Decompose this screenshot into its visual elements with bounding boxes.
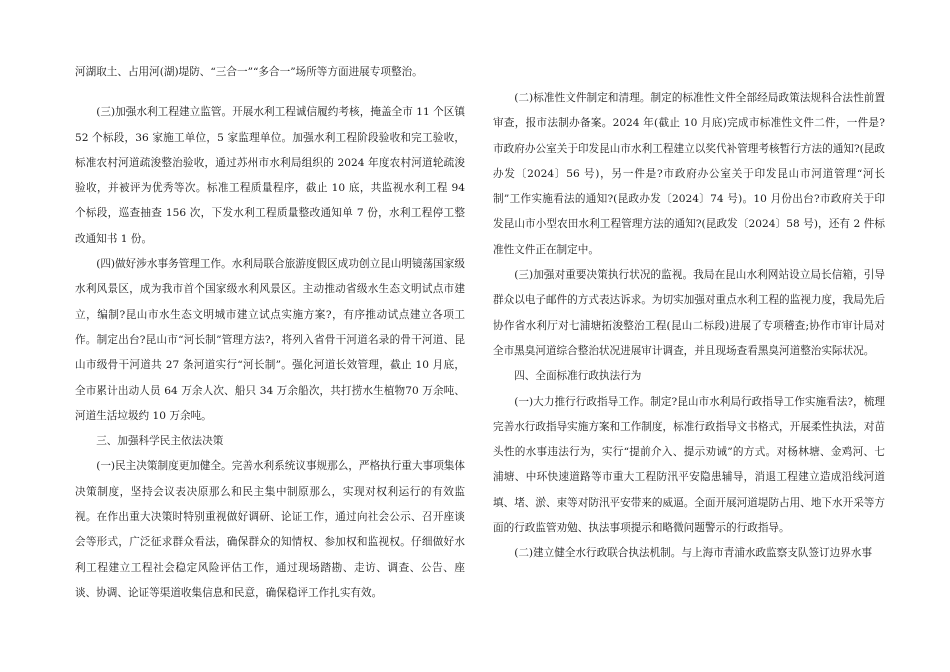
paragraph-joint-enforcement: (二)建立健全水行政联合执法机制。与上海市青浦水政监察支队签订边界水事 [514,547,873,560]
paragraph-river-rectification: 河湖取土、占用河(湖)堤防、“三合一”“多合一”场所等方面进展专项整治。 [75,66,423,78]
paragraph-normative-documents: (二)标准性文件制定和清理。制定的标准性文件全部经局政策法规科合法性前置审查，报市法制办备案。2024 年(截止 10 月底)完成市标准性文件二件，一件是?市政府办公室关于印发昆山市水利工程建立以奖代补管理考核暂行方法的通知?(昆政办发〔2024〕56 号)，另一件是?市政府办公室关于印发昆山市河道管理“河长制”工作实施看法的通知?(昆政办发〔2024〕74 号)。10 月份出台?市政府关于印发昆山市小型农田水利工程管理方法的通知?(昆政发〔2024〕58 号)，还有 2 件标准性文件正在制定中。 [493,92,885,256]
left-column [75,0,465,606]
paragraph-decision-execution-supervision: (三)加强对重要决策执行状况的监视。我局在昆山水利网站设立局长信箱，引导群众以电子邮件的方式表达诉求。为切实加强对重点水利工程的监视力度，我局先后协作省水利厅对七浦塘拓浚整治工程(昆山二标段)进展了专项稽查;协作市审计局对全市黑臭河道综合整治状况进展审计调查，并且现场查看黑臭河道整治实际状况。 [493,269,885,357]
paragraph-engineering-supervision: (三)加强水利工程建立监管。开展水利工程诚信履约考核，掩盖全市 11 个区镇 52 个标段，36 家施工单位，5 家监理单位。加强水利工程阶段验收和完工验收，标准农村河道疏浚整治验收，通过苏州市水利局组织的 2024 年度农村河道轮疏浚验收，并被评为优秀等次。标准工程质量程序，截止 10 底，共监视水利工程 94 个标段，巡查抽查 156 次，下发水利工程质量整改通知单 7 份，水利工程停工整改通知书 1 份。 [75,106,465,245]
paragraph-administrative-guidance: (一)大力推行行政指导工作。制定?昆山市水利局行政指导工作实施看法?，梳理完善水行政指导实施方案和工作制度，标准行政指导文书格式，开展柔性执法，对苗头性的水事违法行为，实行“提前介入、提示劝诫”的方式。对杨林塘、金鸡河、七浦塘、中环快速道路等市重大工程防汛平安隐患辅导，消退工程建立造成沿线河道填、堵、淤、束等对防汛平安带来的威逼。全面开展河道堤防占用、地下水开采等方面的行政监管劝勉、执法事项提示和略微问题警示的行政指导。 [493,395,885,535]
right-column [493,0,885,567]
section-heading-administrative-enforcement: 四、全面标准行政执法行为 [514,370,642,383]
section-heading-democratic-decision: 三、加强科学民主依法决策 [96,435,224,448]
paragraph-democratic-decision-system: (一)民主决策制度更加健全。完善水利系统议事规那么，严格执行重大事项集体决策制度，坚持会议表决原那么和民主集中制原那么，实现对权利运行的有效监视。在作出重大决策时特别重视做好调研、论证工作，通过向社会公示、召开座谈会等形式，广泛征求群众看法，确保群众的知情权、参加权和监视权。仔细做好水利工程建立工程社会稳定风险评估工作，通过现场踏勘、走访、调查、公告、座谈、协调、论证等渠道收集信息和民意，确保稳评工作扎实有效。 [75,460,465,599]
paragraph-water-affairs-management: (四)做好涉水事务管理工作。水利局联合旅游度假区成功创立昆山明镜荡国家级水利风景区，成为我市首个国家级水利风景区。主动推动省级水生态文明试点市建立，编制?昆山市水生态文明城市建立试点实施方案?，有序推动试点建立各项工作。制定出台?昆山市“河长制”管理方法?，将列入省骨干河道名录的骨干河道、昆山市级骨干河道共 27 条河道实行“河长制”。强化河道长效管理，截止 10 月底，全市累计出动人员 64 万余人次、船只 34 万余船次，共打捞水生植物70 万余吨、河道生活垃圾约 10 万余吨。 [75,258,465,422]
